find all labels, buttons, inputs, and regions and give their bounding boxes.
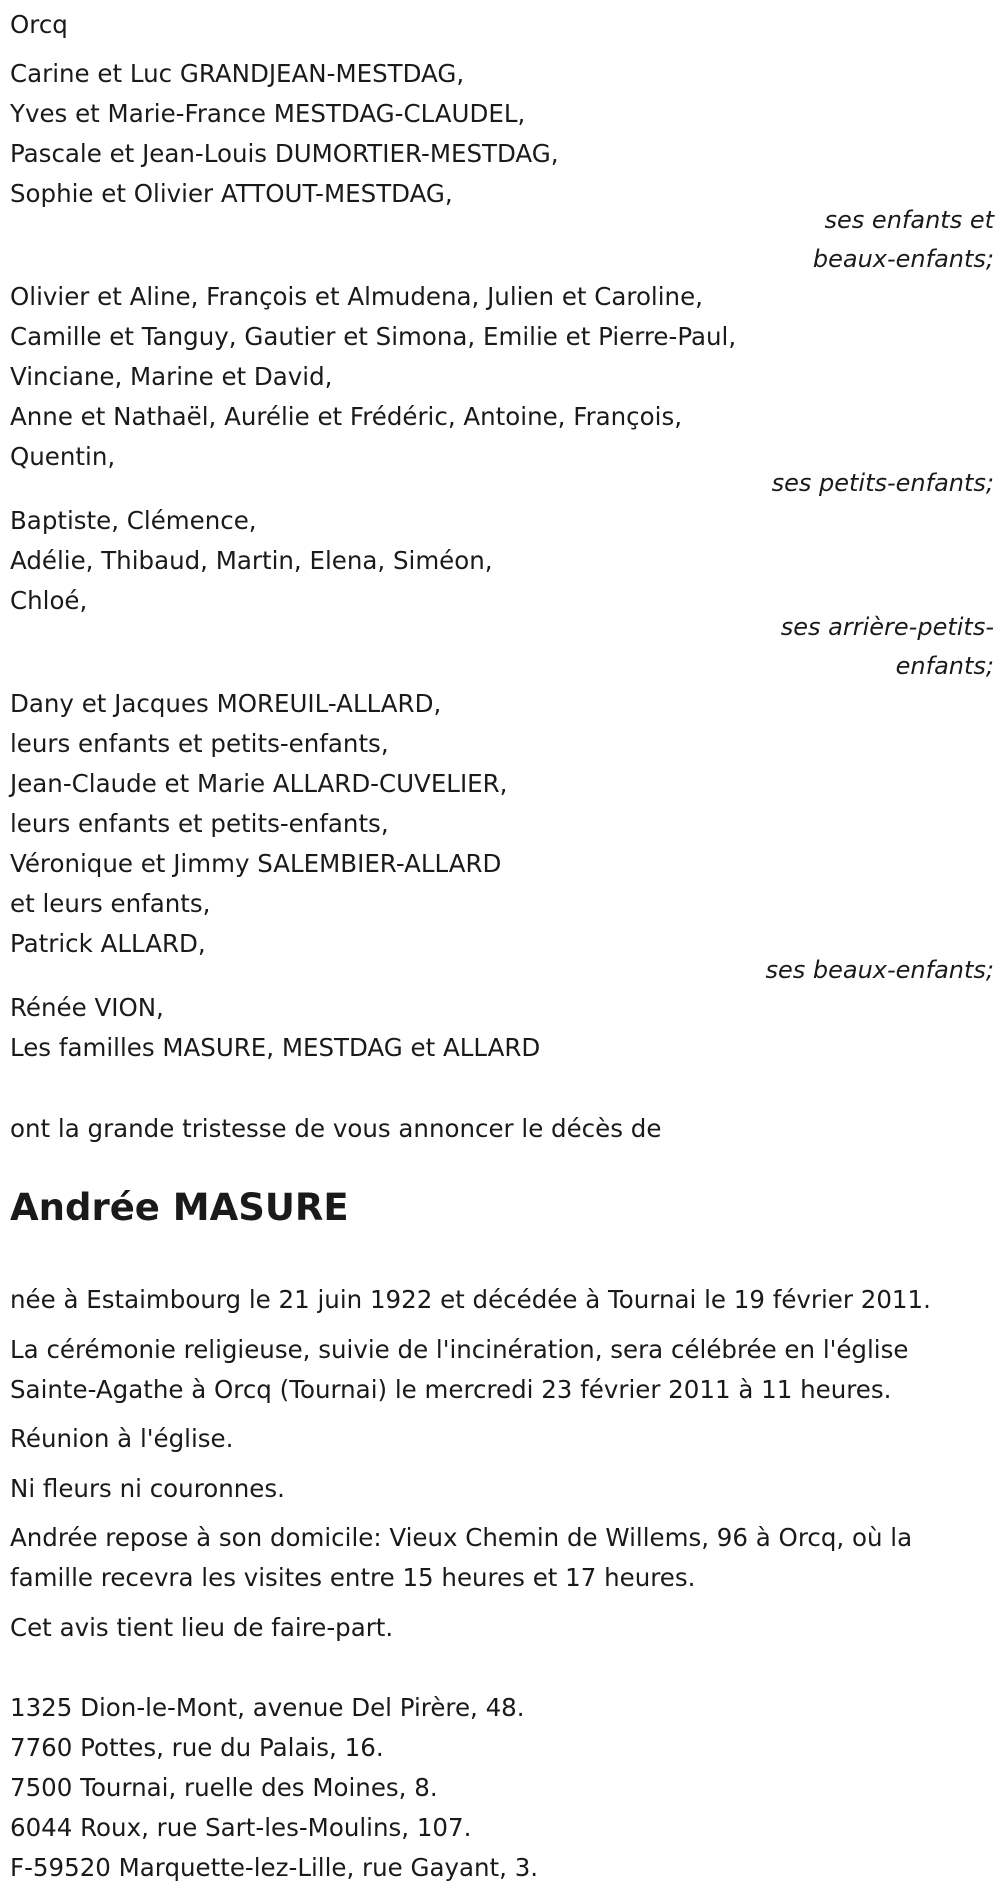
stepchildren-line: Jean-Claude et Marie ALLARD-CUVELIER, <box>10 769 508 798</box>
family-line: Rénée VION, <box>10 993 164 1022</box>
grandchildren-role: ses petits-enfants; <box>771 469 994 497</box>
address-line: 6044 Roux, rue Sart-les-Moulins, 107. <box>10 1813 472 1842</box>
flowers-line: Ni fleurs ni couronnes. <box>10 1474 285 1503</box>
address-line: F-59520 Marquette-lez-Lille, rue Gayant, 3. <box>10 1853 539 1882</box>
grandchildren-line: Anne et Nathaël, Aurélie et Frédéric, Antoine, François, <box>10 402 683 431</box>
children-line: Sophie et Olivier ATTOUT-MESTDAG, <box>10 179 453 208</box>
stepchildren-line: Véronique et Jimmy SALEMBIER-ALLARD <box>10 849 502 878</box>
children-line: Pascale et Jean-Louis DUMORTIER-MESTDAG, <box>10 139 559 168</box>
grandchildren-line: Quentin, <box>10 442 116 471</box>
address-line: 1325 Dion-le-Mont, avenue Del Pirère, 48. <box>10 1693 525 1722</box>
stepchildren-line: et leurs enfants, <box>10 889 211 918</box>
birth-death-line: née à Estaimbourg le 21 juin 1922 et décédée à Tournai le 19 février 2011. <box>10 1285 931 1314</box>
great-grandchildren-role: enfants; <box>895 652 994 680</box>
residence-line: famille recevra les visites entre 15 heures et 17 heures. <box>10 1563 696 1592</box>
announcement-text: ont la grande tristesse de vous annoncer le décès de <box>10 1114 662 1143</box>
grandchildren-line: Vinciane, Marine et David, <box>10 362 333 391</box>
stepchildren-line: leurs enfants et petits-enfants, <box>10 809 389 838</box>
stepchildren-line: Dany et Jacques MOREUIL-ALLARD, <box>10 689 442 718</box>
address-line: 7500 Tournai, ruelle des Moines, 8. <box>10 1773 438 1802</box>
grandchildren-line: Olivier et Aline, François et Almudena, Julien et Caroline, <box>10 282 703 311</box>
children-role: beaux-enfants; <box>812 245 994 273</box>
great-grandchildren-line: Chloé, <box>10 586 88 615</box>
stepchildren-line: leurs enfants et petits-enfants, <box>10 729 389 758</box>
grandchildren-line: Camille et Tanguy, Gautier et Simona, Emilie et Pierre-Paul, <box>10 322 737 351</box>
notice-line: Cet avis tient lieu de faire-part. <box>10 1613 394 1642</box>
children-line: Yves et Marie-France MESTDAG-CLAUDEL, <box>10 99 526 128</box>
great-grandchildren-role: ses arrière-petits- <box>780 613 994 641</box>
address-line: 7760 Pottes, rue du Palais, 16. <box>10 1733 384 1762</box>
great-grandchildren-line: Baptiste, Clémence, <box>10 506 257 535</box>
family-line: Les familles MASURE, MESTDAG et ALLARD <box>10 1033 541 1062</box>
ceremony-line: Sainte-Agathe à Orcq (Tournai) le mercredi 23 février 2011 à 11 heures. <box>10 1375 892 1404</box>
place-name: Orcq <box>10 10 68 39</box>
children-line: Carine et Luc GRANDJEAN-MESTDAG, <box>10 59 465 88</box>
stepchildren-role: ses beaux-enfants; <box>765 956 994 984</box>
ceremony-line: La cérémonie religieuse, suivie de l'incinération, sera célébrée en l'église <box>10 1335 909 1364</box>
residence-line: Andrée repose à son domicile: Vieux Chemin de Willems, 96 à Orcq, où la <box>10 1523 913 1552</box>
children-role: ses enfants et <box>824 206 994 234</box>
meeting-line: Réunion à l'église. <box>10 1424 234 1453</box>
stepchildren-line: Patrick ALLARD, <box>10 929 206 958</box>
deceased-name: Andrée MASURE <box>10 1186 349 1229</box>
great-grandchildren-line: Adélie, Thibaud, Martin, Elena, Siméon, <box>10 546 493 575</box>
